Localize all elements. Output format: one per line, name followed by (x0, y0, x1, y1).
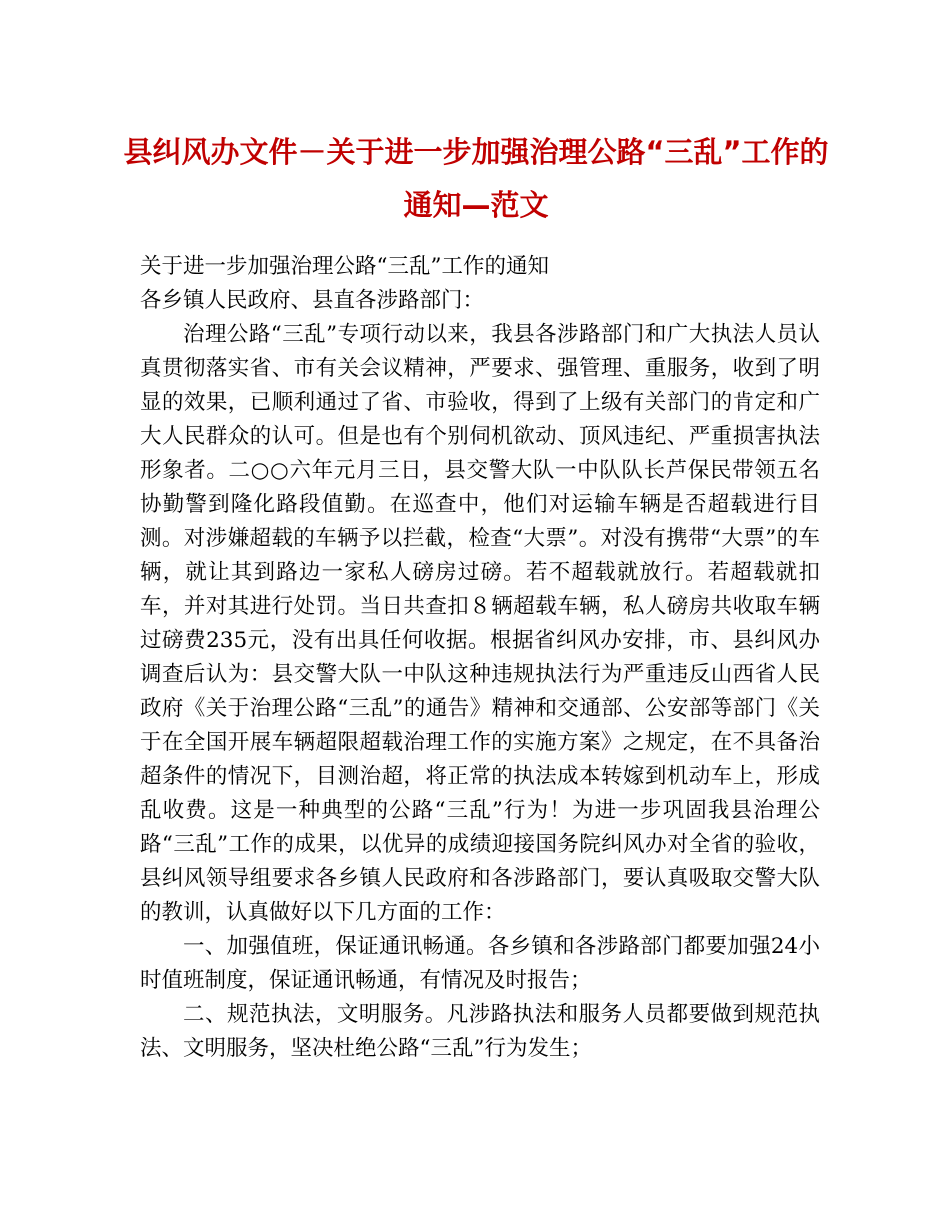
document-body (140, 250, 820, 1066)
body-paragraph-item-2: 二、规范执法，文明服务。凡涉路执法和服务人员都要做到规范执法、文明服务，坚决杜绝公路“三乱”行为发生； (140, 1002, 820, 1061)
body-paragraph-item-1: 一、加强值班，保证通讯畅通。各乡镇和各涉路部门都要加强24小时值班制度，保证通讯畅通，有情况及时报告； (140, 934, 820, 993)
document-title: 县纠风办文件－关于进一步加强治理公路“三乱”工作的通知—范文 (123, 135, 829, 222)
subject-line: 关于进一步加强治理公路“三乱”工作的通知 (140, 254, 549, 279)
addressee-line: 各乡镇人民政府、县直各涉路部门： (140, 288, 485, 313)
body-paragraph-intro: 治理公路“三乱”专项行动以来，我县各涉路部门和广大执法人员认真贯彻落实省、市有关会议精神，严要求、强管理、重服务，收到了明显的效果，已顺利通过了省、市验收，得到了上级有关部门的肯定和广大人民群众的认可。但是也有个别伺机欲动、顶风违纪、严重损害执法形象者。二○○六年元月三日，县交警大队一中队队长芦保民带领五名协勤警到隆化路段值勤。在巡查中，他们对运输车辆是否超载进行目测。对涉嫌超载的车辆予以拦截，检查“大票”。对没有携带“大票”的车辆，就让其到路边一家私人磅房过磅。若不超载就放行。若超载就扣车，并对其进行处罚。当日共查扣８辆超载车辆，私人磅房共收取车辆过磅费235元，没有出具任何收据。根据省纠风办安排，市、县纠风办调查后认为：县交警大队一中队这种违规执法行为严重违反山西省人民政府《关于治理公路“三乱”的通告》精神和交通部、公安部等部门《关于在全国开展车辆超限超载治理工作的实施方案》之规定，在不具备治超条件的情况下，目测治超，将正常的执法成本转嫁到机动车上，形成乱收费。这是一种典型的公路“三乱”行为！为进一步巩固我县治理公路“三乱”工作的成果，以优异的成绩迎接国务院纠风办对全省的验收，县纠风领导组要求各乡镇人民政府和各涉路部门，要认真吸取交警大队的教训，认真做好以下几方面的工作： (140, 322, 820, 925)
